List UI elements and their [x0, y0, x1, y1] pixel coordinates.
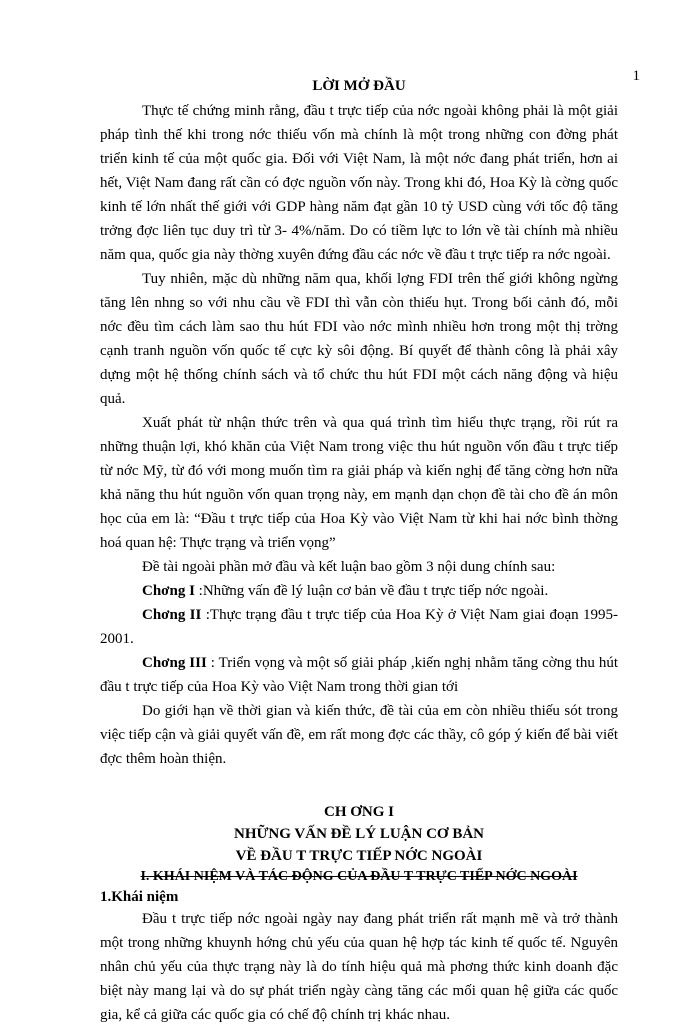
chapter-description: :Những vấn đề lý luận cơ bản về đầu t trực tiếp nớc ngoài. [198, 583, 549, 599]
chapter-one-paragraph: Đầu t trực tiếp nớc ngoài ngày nay đang phát triển rất mạnh mẽ và trở thành một trong những khuynh hớng chủ yếu của quan hệ hợp tác kinh tế quốc tế. Nguyên nhân chủ yếu của thực trạng này là do tính hiệu quả mà phơng thức kinh doanh đặc biệt này mang lại và do sự phát triển ngày càng tăng các mối quan hệ giữa các quốc gia, kể cả giữa các quốc gia có chế độ chính trị khác nhau. [100, 911, 618, 1023]
chapter-one-header [100, 801, 618, 887]
chapter-heading: CH ƠNG I [323, 804, 394, 820]
chapter-summary-2 [100, 603, 618, 651]
intro-paragraph-4: Đề tài ngoài phần mở đầu và kết luận bao gồm 3 nội dung chính sau: [142, 559, 556, 575]
section-heading: I. KHÁI NIỆM VÀ TÁC ĐỘNG CỦA ĐẦU T TRỰC TIẾP NỚC NGOÀI [140, 869, 578, 884]
page-title: LỜI MỞ ĐẦU [312, 78, 406, 94]
chapter-description: :Thực trạng đầu t trực tiếp của Hoa Kỳ ở Việt Nam giai đoạn 1995-2001. [100, 607, 619, 647]
intro-paragraph-3: Xuất phát từ nhận thức trên và qua quá trình tìm hiểu thực trạng, rồi rút ra những thuận lợi, khó khăn của Việt Nam trong việc thu hút nguồn vốn đầu t trực tiếp từ nớc Mỹ, từ đó với mong muốn tìm ra giải pháp và kiến nghị để tăng cờng hơn nữa khả năng thu hút nguồn vốn quan trọng này, em mạnh dạn chọn đề tài cho đề án môn học của em là: “Đầu t trực tiếp của Hoa Kỳ vào Việt Nam từ khi hai nớc bình thờng hoá quan hệ: Thực trạng và triển vọng” [100, 415, 618, 551]
chapter-label: Chơng I [142, 583, 195, 599]
intro-paragraph-2: Tuy nhiên, mặc dù những năm qua, khối lợng FDI trên thế giới không ngừng tăng lên nhng so với nhu cầu về FDI thì vẫn còn thiếu hụt. Trong bối cảnh đó, mỗi nớc đều tìm cách làm sao thu hút FDI vào nớc mình nhiều hơn trong một thị trờng cạnh tranh nguồn vốn quốc tế cực kỳ sôi động. Bí quyết để thành công là phải xây dựng một hệ thống chính sách và tổ chức thu hút FDI một cách năng động và hiệu quả. [100, 271, 618, 407]
page-number: 1 [632, 68, 640, 84]
subsection-heading: 1.Khái niệm [100, 889, 179, 905]
chapter-summary-1 [100, 579, 618, 603]
closing-paragraph: Do giới hạn về thời gian và kiến thức, đề tài của em còn nhiều thiếu sót trong việc tiếp cận và giải quyết vấn đề, em rất mong đợc các thầy, cô góp ý kiến để bài viết đợc thêm hoàn thiện. [100, 703, 618, 767]
chapter-description: : Triển vọng và một số giải pháp ,kiến nghị nhằm tăng cờng thu hút đầu t trực tiếp của Hoa Kỳ vào Việt Nam trong thời gian tới [100, 655, 618, 695]
chapter-label: Chơng III [142, 655, 207, 671]
chapter-subtitle-2: VỀ ĐẦU T TRỰC TIẾP NỚC NGOÀI [235, 848, 483, 864]
chapter-subtitle-1: NHỮNG VẤN ĐỀ LÝ LUẬN CƠ BẢN [233, 826, 484, 842]
chapter-summary-3 [100, 651, 618, 699]
intro-paragraph-1: Thực tế chứng minh rằng, đầu t trực tiếp của nớc ngoài không phải là một giải pháp tình thế khi trong nớc thiếu vốn mà chính là một trong những con đờng phát triển kinh tế của một quốc gia. Đối với Việt Nam, là một nớc đang phát triển, hơn ai hết, Việt Nam đang rất cần có đợc nguồn vốn này. Trong khi đó, Hoa Kỳ là cờng quốc kinh tế lớn nhất thế giới với GDP hàng năm đạt gần 10 tỷ USD cùng với tốc độ tăng trởng đợc liên tục duy trì từ 3- 4%/năm. Do có tiềm lực to lớn về tài chính mà nhiều năm qua, quốc gia này thờng xuyên đứng đầu các nớc về đầu t trực tiếp ra nớc ngoài. [100, 103, 618, 263]
chapter-label: Chơng II [142, 607, 202, 623]
document-body [100, 78, 618, 1027]
